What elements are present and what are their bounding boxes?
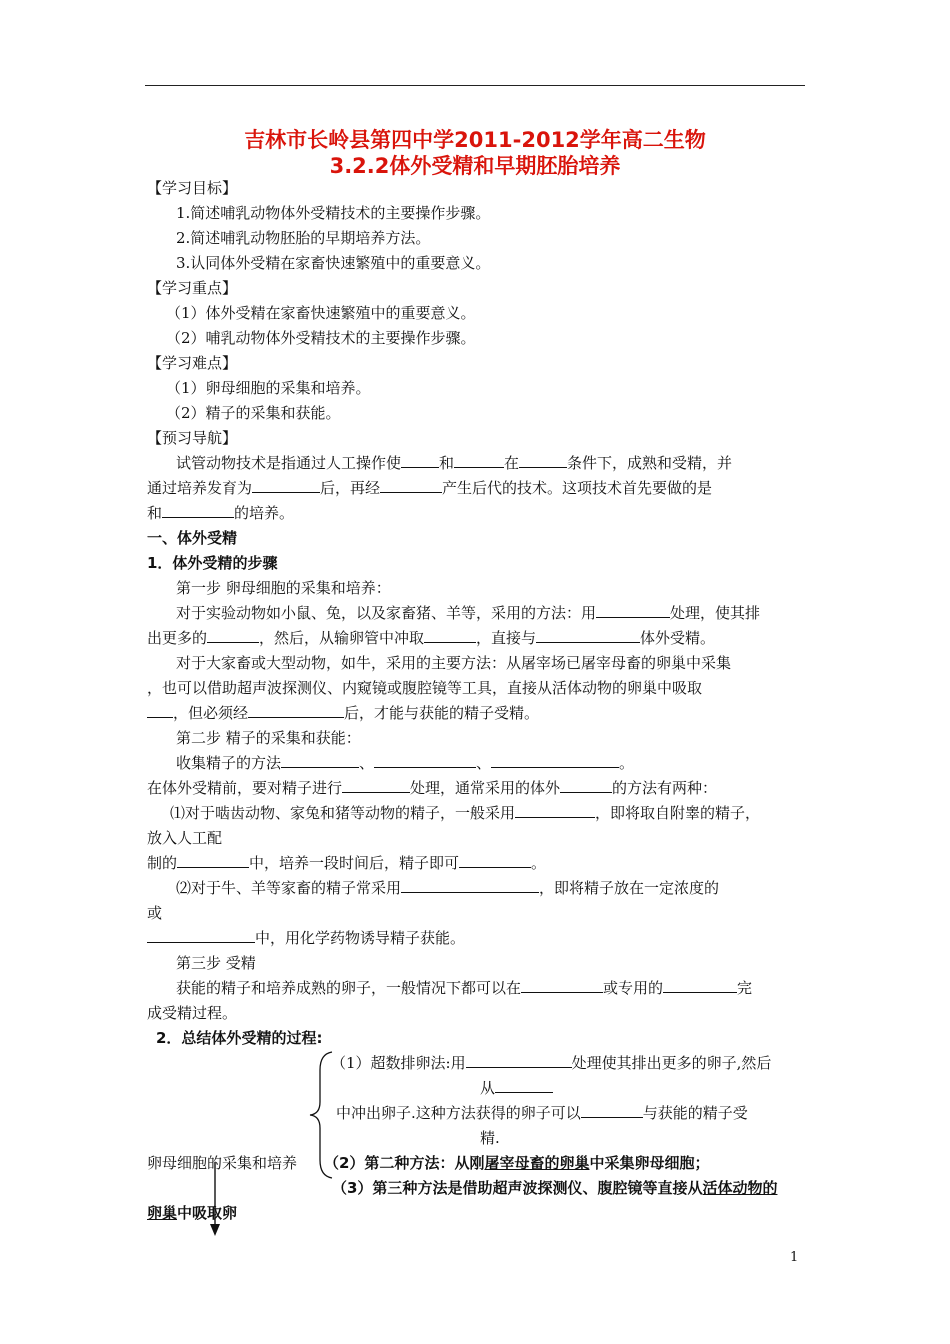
method-line: （1）超数排卵法:用 处理使其排出更多的卵子,然后 (331, 1054, 772, 1072)
section-heading: 一、体外受精 (147, 529, 238, 547)
text-line: ⑴对于啮齿动物、家兔和猪等动物的精子，一般采用 ，即将取自附睾的精子， (170, 804, 761, 822)
preview-heading: 【预习导航】 (147, 429, 238, 447)
difficulty-heading: 【学习难点】 (147, 354, 238, 372)
text-line: 中，用化学药物诱导精子获能。 (147, 928, 465, 948)
method-line: 卵巢中吸取卵 (147, 1204, 238, 1222)
method-line: 中冲出卵子.这种方法获得的卵子可以 与获能的精子受 (336, 1104, 748, 1122)
goal-item: 1.简述哺乳动物体外受精技术的主要操作步骤。 (176, 204, 491, 222)
text-line: 对于实验动物如小鼠、兔，以及家畜猪、羊等，采用的方法：用 处理，使其排 (176, 604, 761, 622)
text-line: 获能的精子和培养成熟的卵子，一般情况下都可以在 或专用的 完 (176, 979, 753, 997)
subsection-heading: 1．体外受精的步骤 (147, 554, 278, 572)
focus-item: （1）体外受精在家畜快速繁殖中的重要意义。 (166, 304, 476, 322)
step-heading: 第二步 精子的采集和获能： (176, 729, 361, 747)
text-line: ⑵对于牛、羊等家畜的精子常采用 ，即将精子放在一定浓度的 (176, 879, 720, 897)
method-line: 从 (480, 1078, 553, 1098)
goal-item: 2.简述哺乳动物胚胎的早期培养方法。 (176, 229, 431, 247)
preview-line: 和 的培养。 (147, 504, 295, 522)
text-line: 制的 中，培养一段时间后，精子即可 。 (147, 854, 547, 872)
preview-line: 试管动物技术是指通过人工操作使 和 在 条件下，成熟和受精，并 (176, 454, 733, 472)
difficulty-item: （2）精子的采集和获能。 (166, 404, 341, 422)
method-line: （2）第二种方法：从刚屠宰母畜的卵巢中采集卵母细胞； (324, 1154, 710, 1172)
summary-left-label: 卵母细胞的采集和培养 (147, 1154, 298, 1172)
difficulty-item: （1）卵母细胞的采集和培养。 (166, 379, 371, 397)
text-line: 在体外受精前，要对精子进行 处理，通常采用的体外 的方法有两种： (147, 779, 718, 797)
focus-heading: 【学习重点】 (147, 279, 238, 297)
text-line: 或 (147, 904, 163, 922)
text-line: 出更多的 ，然后，从输卵管中冲取 ，直接与 体外受精。 (147, 629, 716, 647)
header-rule (145, 85, 805, 86)
page-subtitle: 3.2.2体外受精和早期胚胎培养 (329, 154, 621, 178)
text-line: 收集精子的方法 、 、 。 (176, 754, 635, 772)
preview-line: 通过培养发育为 后，再经 产生后代的技术。这项技术首先要做的是 (147, 479, 713, 497)
page-number: 1 (790, 1250, 799, 1265)
text-line: ，也可以借助超声波探测仪、内窥镜或腹腔镜等工具，直接从活体动物的卵巢中吸取 (147, 679, 703, 697)
goal-item: 3.认同体外受精在家畜快速繁殖中的重要意义。 (176, 254, 491, 272)
focus-item: （2）哺乳动物体外受精技术的主要操作步骤。 (166, 329, 476, 347)
page-title: 吉林市长岭县第四中学2011-2012学年高二生物 (244, 128, 706, 152)
down-arrow-icon (205, 1160, 225, 1240)
method-line: 精. (480, 1129, 500, 1147)
step-heading: 第一步 卵母细胞的采集和培养： (176, 579, 391, 597)
subsection-heading: 2．总结体外受精的过程: (156, 1029, 323, 1047)
method-line: （3）第三种方法是借助超声波探测仪、腹腔镜等直接从活体动物的 (332, 1179, 778, 1197)
step-heading: 第三步 受精 (176, 954, 256, 972)
text-line: 对于大家畜或大型动物，如牛，采用的主要方法：从屠宰场已屠宰母畜的卵巢中采集 (176, 654, 732, 672)
text-line: ，但必须经 后，才能与获能的精子受精。 (147, 703, 539, 723)
text-line: 放入人工配 (147, 829, 223, 847)
text-line: 成受精过程。 (147, 1004, 238, 1022)
goals-heading: 【学习目标】 (147, 179, 238, 197)
